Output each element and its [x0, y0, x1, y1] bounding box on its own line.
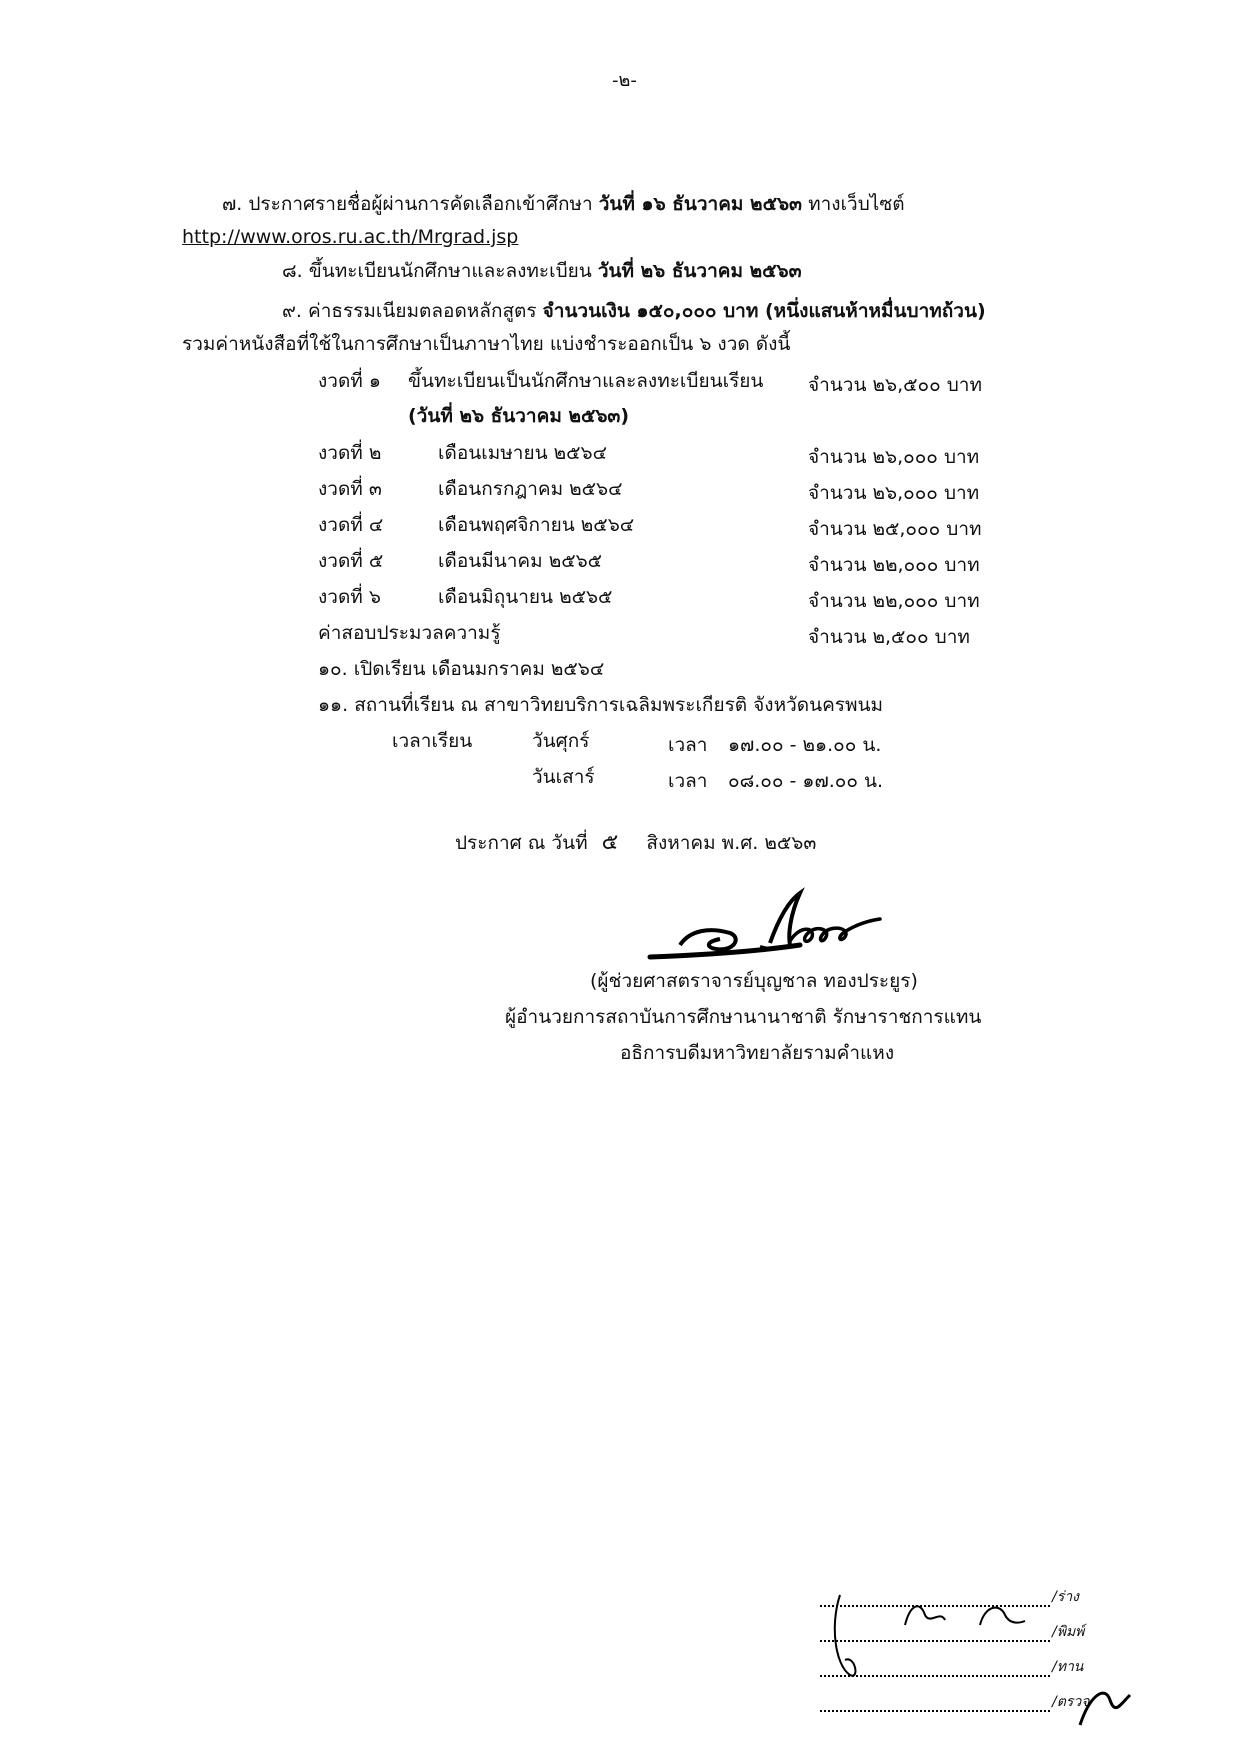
schedule-label: เวลาเรียน	[392, 730, 473, 752]
announcement-date	[455, 832, 816, 854]
schedule-time-label-1: เวลา	[668, 734, 708, 756]
item-11: ๑๑. สถานที่เรียน ณ สาขาวิทยบริการเฉลิมพระเกียรติ จังหวัดนครพนม	[318, 694, 884, 716]
routing-label-3: /ทาน	[1052, 1659, 1084, 1675]
installment-2-desc: เดือนเมษายน ๒๕๖๔	[438, 442, 607, 464]
signatory-title-1: ผู้อำนวยการสถาบันการศึกษานานาชาติ รักษาราชการแทน	[505, 1006, 982, 1028]
installment-6-label: งวดที่ ๖	[318, 586, 381, 608]
installment-3-amount: จำนวน ๒๖,๐๐๐ บาท	[808, 482, 980, 504]
item-9	[282, 302, 986, 321]
routing-label-1: /ร่าง	[1052, 1589, 1079, 1605]
page-number: -๒-	[612, 70, 637, 91]
routing-label-2: /พิมพ์	[1052, 1624, 1085, 1640]
exam-fee-label: ค่าสอบประมวลความรู้	[318, 622, 501, 644]
schedule-time-2: ๐๘.๐๐ - ๑๗.๐๐ น.	[728, 770, 884, 792]
schedule-day-1: วันศุกร์	[532, 730, 590, 752]
item-8-text: ๘. ขึ้นทะเบียนนักศึกษาและลงทะเบียน	[282, 260, 592, 282]
installment-5-amount: จำนวน ๒๒,๐๐๐ บาท	[808, 554, 980, 576]
item-7-suffix: ทางเว็บไซต์	[808, 193, 905, 215]
signatory-title-2: อธิการบดีมหาวิทยาลัยรามคำแหง	[620, 1042, 895, 1064]
routing-stamp	[820, 1585, 1150, 1735]
item-7-text: ๗. ประกาศรายชื่อผู้ผ่านการคัดเลือกเข้าศึกษา	[222, 193, 593, 215]
results-url-link[interactable]: http://www.oros.ru.ac.th/Mrgrad.jsp	[182, 226, 519, 248]
installment-3-label: งวดที่ ๓	[318, 478, 382, 500]
schedule-time-1: ๑๗.๐๐ - ๒๑.๐๐ น.	[728, 734, 882, 756]
installment-2-label: งวดที่ ๒	[318, 442, 382, 464]
installment-4-label: งวดที่ ๔	[318, 514, 384, 536]
installment-1-amount: จำนวน ๒๖,๕๐๐ บาท	[808, 374, 982, 396]
installment-6-amount: จำนวน ๒๒,๐๐๐ บาท	[808, 590, 980, 612]
installment-1-date: (วันที่ ๒๖ ธันวาคม ๒๕๖๓)	[408, 405, 630, 427]
item-8-date: วันที่ ๒๖ ธันวาคม ๒๕๖๓	[597, 260, 802, 282]
item-10: ๑๐. เปิดเรียน เดือนมกราคม ๒๕๖๔	[318, 658, 605, 680]
installment-5-desc: เดือนมีนาคม ๒๕๖๕	[438, 550, 603, 572]
installment-4-amount: จำนวน ๒๕,๐๐๐ บาท	[808, 518, 982, 540]
routing-label-4: /ตรวจ	[1052, 1694, 1090, 1710]
item-7-date: วันที่ ๑๖ ธันวาคม ๒๕๖๓	[598, 193, 803, 215]
announcement-prefix: ประกาศ ณ วันที่	[455, 832, 588, 854]
item-9-text: ๙. ค่าธรรมเนียมตลอดหลักสูตร	[282, 300, 537, 322]
item-9-line2: รวมค่าหนังสือที่ใช้ในการศึกษาเป็นภาษาไทย แบ่งชำระออกเป็น ๖ งวด ดังนี้	[182, 333, 791, 355]
installment-5-label: งวดที่ ๕	[318, 550, 384, 572]
installment-2-amount: จำนวน ๒๖,๐๐๐ บาท	[808, 446, 980, 468]
announcement-month-year: สิงหาคม พ.ศ. ๒๕๖๓	[646, 832, 817, 854]
schedule-day-2: วันเสาร์	[532, 766, 595, 788]
announcement-day: ๕	[601, 830, 619, 855]
installment-3-desc: เดือนกรกฎาคม ๒๕๖๔	[438, 478, 623, 500]
installment-6-desc: เดือนมิถุนายน ๒๕๖๕	[438, 586, 613, 608]
installment-1-desc: ขึ้นทะเบียนเป็นนักศึกษาและลงทะเบียนเรียน	[408, 370, 764, 392]
installment-4-desc: เดือนพฤศจิกายน ๒๕๖๔	[438, 514, 635, 536]
item-7	[222, 195, 905, 214]
schedule-time-label-2: เวลา	[668, 770, 708, 792]
exam-fee-amount: จำนวน ๒,๕๐๐ บาท	[808, 626, 970, 648]
item-9-amount: จำนวนเงิน ๑๕๐,๐๐๐ บาท (หนึ่งแสนห้าหมื่นบาทถ้วน)	[542, 300, 986, 322]
signatory-name: (ผู้ช่วยศาสตราจารย์บุญชาล ทองประยูร)	[590, 970, 918, 992]
installment-1-label: งวดที่ ๑	[318, 370, 381, 392]
item-8	[282, 262, 802, 281]
initials-image	[820, 1585, 1150, 1735]
